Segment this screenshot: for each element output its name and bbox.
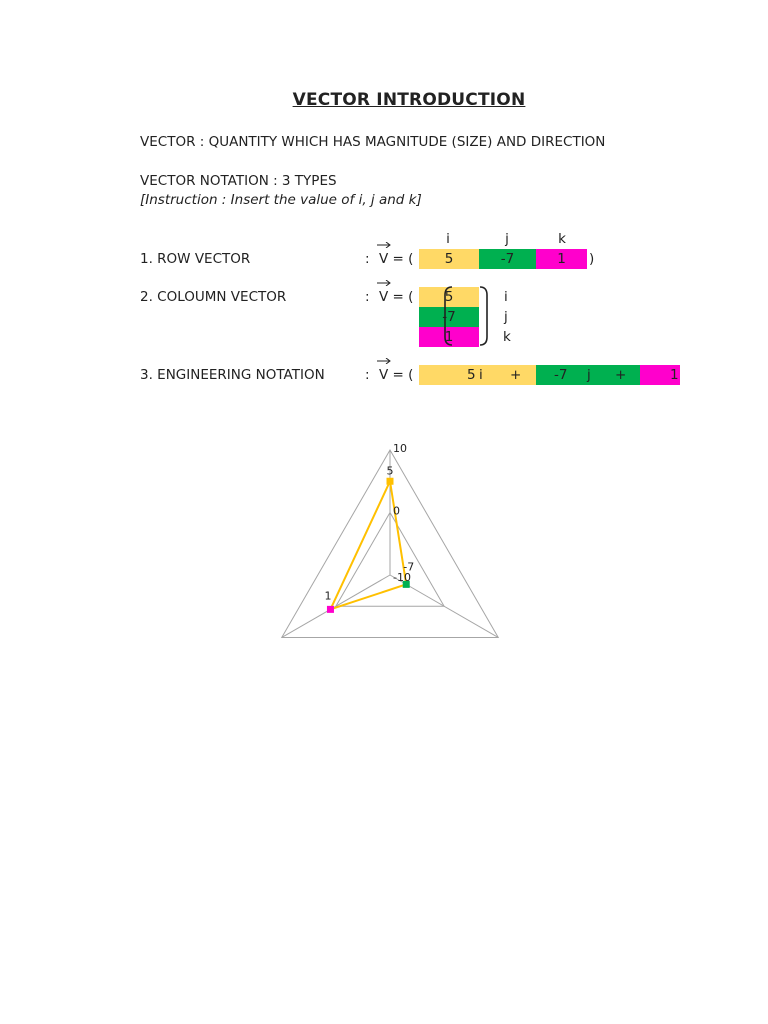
radar-point-label-i: 5 [386,464,394,478]
vector-arrow-icon [377,280,391,286]
row-vector-prefix: V = ( [379,251,414,267]
column-vector-prefix: V = ( [379,289,414,305]
engineering-prefix: V = ( [379,367,414,383]
engineering-j-block [536,365,640,385]
engineering-notation [379,367,413,383]
engineering-i-value[interactable]: 5 [467,367,476,383]
header-j: j [505,231,509,247]
vector-arrow-icon [377,358,391,364]
radar-series-line [330,481,406,609]
radar-chart [270,440,510,660]
header-i: i [446,231,450,247]
engineering-j-value[interactable]: -7 [554,367,568,383]
instruction-text: [Instruction : Insert the value of i, j and k] [140,192,422,208]
radar-point-label-k: 1 [324,589,332,603]
engineering-label: 3. ENGINEERING NOTATION [140,367,325,383]
vector-arrow-icon [377,242,391,248]
engineering-i-unit: i [479,367,483,383]
engineering-k-block [640,365,680,385]
engineering-colon: : [365,367,370,383]
column-label-k: k [503,329,511,345]
engineering-plus-2: + [615,367,627,383]
radar-tick-1: 0 [393,504,400,518]
radar-point-label-j: -7 [403,560,415,574]
column-label-j: j [504,309,508,325]
column-vector-notation [379,289,413,305]
column-brackets [438,285,492,347]
column-vector-colon: : [365,289,370,305]
row-vector-notation [379,251,413,267]
row-vector-suffix: ) [589,251,595,267]
column-vector-label: 2. COLOUMN VECTOR [140,289,287,305]
column-vector-i-input[interactable]: 5 [419,287,479,307]
engineering-k-value[interactable]: 1 [670,367,679,383]
engineering-i-block [419,365,536,385]
radar-point-k [327,606,334,613]
radar-points [327,478,410,613]
column-vector-k-input[interactable]: 1 [419,327,479,347]
engineering-plus-1: + [510,367,522,383]
engineering-j-unit: j [587,367,591,383]
row-vector-k-input[interactable]: 1 [536,249,587,269]
vector-definition: VECTOR : QUANTITY WHICH HAS MAGNITUDE (SIZE) AND DIRECTION [140,134,606,150]
radar-tick-0: 10 [393,442,407,455]
header-k: k [558,231,566,247]
radar-tick-2: -10 [393,571,411,584]
row-vector-colon: : [365,251,370,267]
column-vector-j-input[interactable]: -7 [419,307,479,327]
notation-heading: VECTOR NOTATION : 3 TYPES [140,173,337,189]
row-vector-i-input[interactable]: 5 [419,249,479,269]
column-label-i: i [504,289,508,305]
radar-point-i [387,478,394,485]
page-title: VECTOR INTRODUCTION [292,90,526,110]
row-vector-label: 1. ROW VECTOR [140,251,251,267]
row-vector-j-input[interactable]: -7 [479,249,536,269]
